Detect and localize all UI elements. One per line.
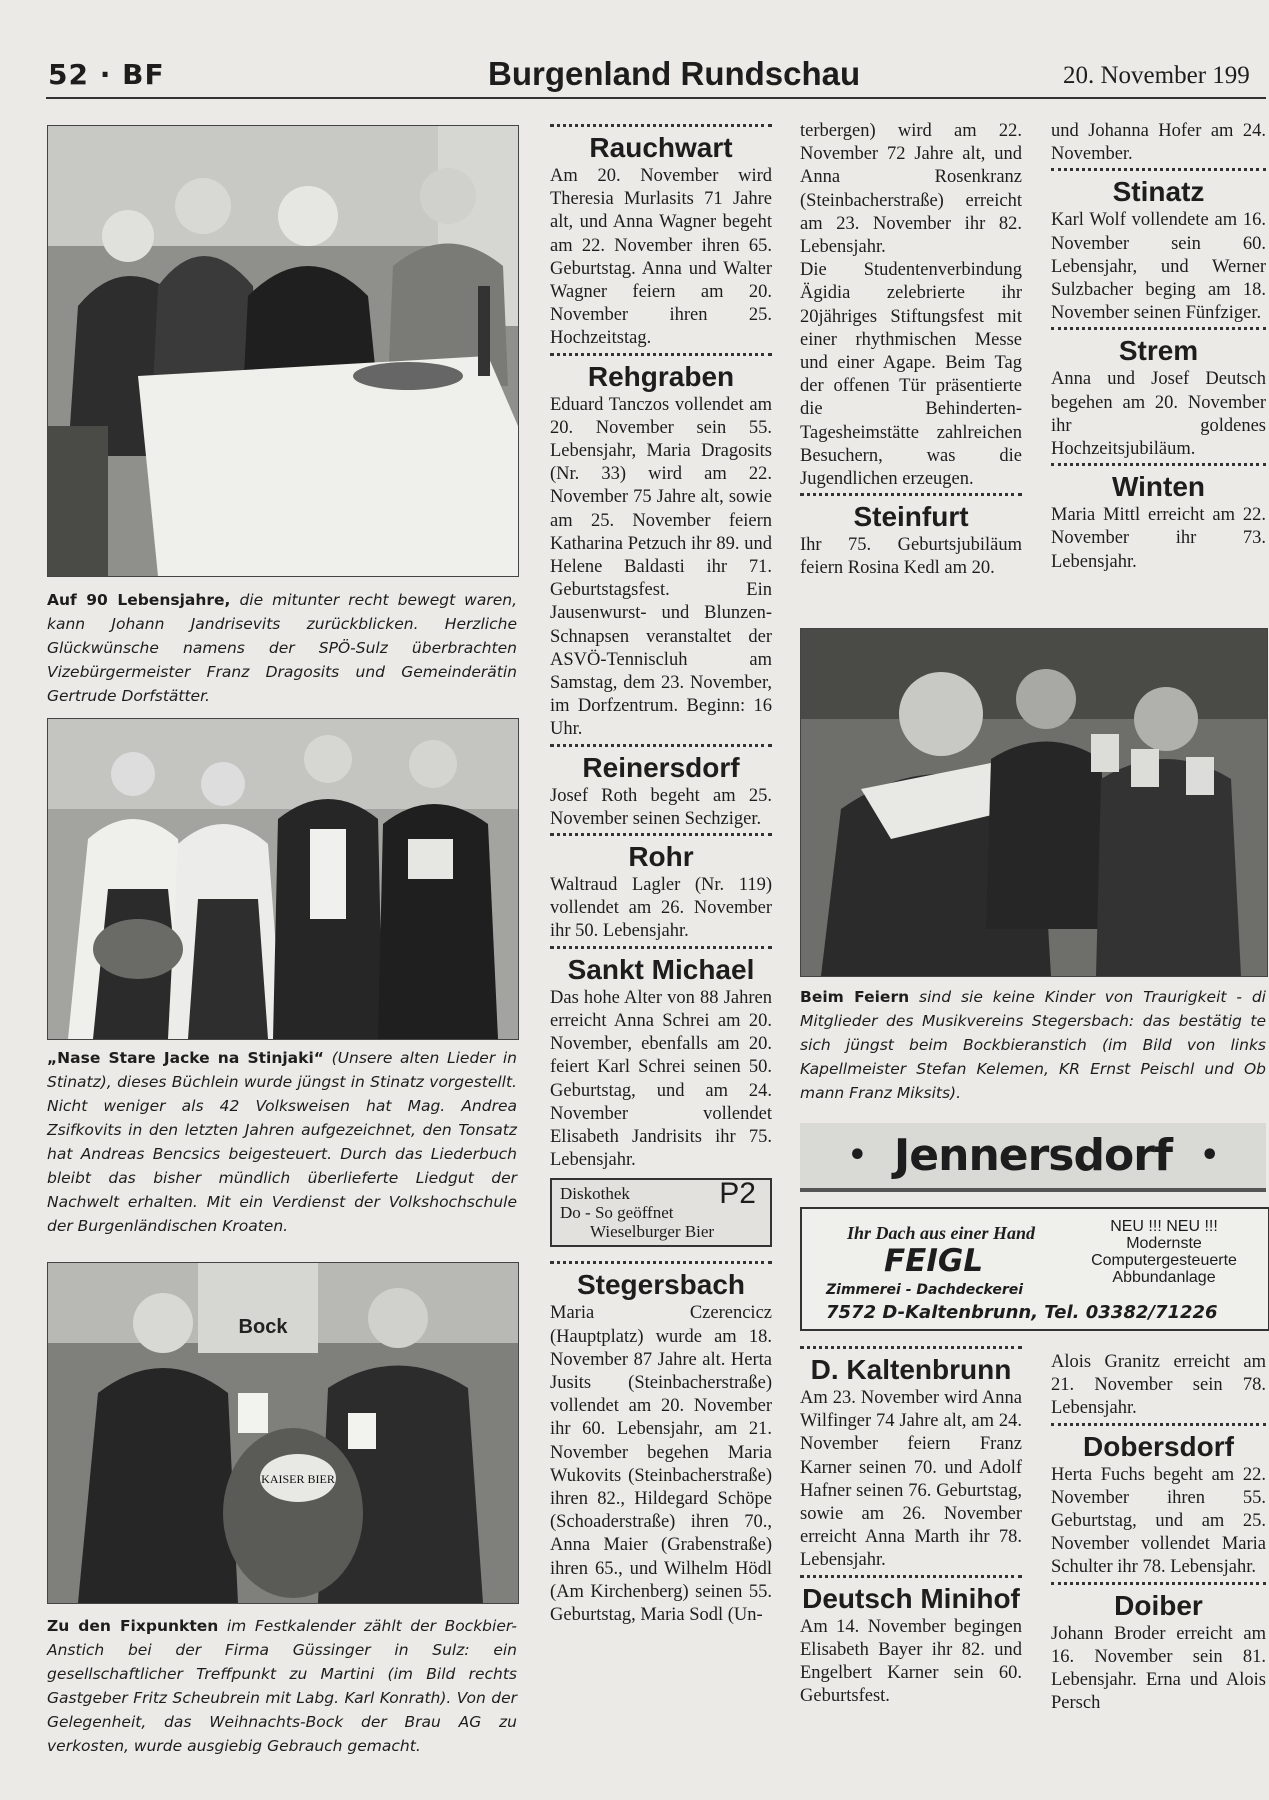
divider [550,124,772,127]
ad-feigl-name: FEIGL [884,1243,984,1279]
photo-bockbier [47,1262,519,1604]
divider [1051,1582,1266,1585]
column-bottom-right [1051,1351,1266,1715]
bullet-icon: • [847,1138,866,1173]
caption-3-lead: Zu den Fixpunkten [47,1617,219,1635]
heading-strem: Strem [1118,335,1199,367]
bullet-icon: • [1200,1138,1219,1173]
keg-label-text: KAISER BIER [261,1472,335,1486]
caption-3-body: im Festkalender zählt der Bockbier-Anstich bei der Firma Güssinger in Sulz: ein gesellschaftlicher Treffpunkt zu Martini (im Bild rechts Gastgeber Fritz Scheubrein mit Labg. Karl Konrath). Von der Gelegenheit, das Weihnachts-Bock der Brau AG zu verkosten, wurde ausgiebig Gebrauch gemacht. [47,1617,517,1755]
caption-4-lead: Beim Feiern [800,988,910,1006]
column-3 [800,120,1022,581]
text-rehgraben: Eduard Tanczos vollendet am 20. November sein 55. Lebensjahr, Maria Dragosits (Nr. 33) wird am 22. November 75 Jahre alt, sowie am 25. November feiern Katharina Petzuch ihr 89. und Helene Baldasti ihr 71. Geburtstagsfest. Ein Jausenwurst- und Blunzen-Schnapsen veranstaltet der ASVÖ-Tenniscluh am Samstag, dem 23. November, im Dorfzentrum. Beginn: 16 Uhr. [550,394,772,740]
masthead: Burgenland Rundschau [488,55,861,92]
text-doiber: Johann Broder erreicht am 16. November sein 81. Lebensjahr. Erna und Alois Persch [1051,1623,1266,1714]
heading-doiber: Doiber [1114,1589,1203,1621]
divider [1051,168,1266,171]
caption-2-body: (Unsere alten Lieder in Stinatz), dieses Büchlein wurde jüngst in Stinatz vorgestellt. Nicht weniger als 42 Volksweisen hat Mag. Andrea Zsifkovits in den letzten Jahren aufgezeichnet, den Tonsatz hat Andreas Bencsics beigesteuert. Durch das Liederbuch bleibt das bisher mündlich überlieferte Liedgut der Nachwelt erhalten. Mit ein Verdienst der Volkshochschule der Burgenländischen Kroaten. [47,1049,517,1235]
ad-feigl-trade: Zimmerei - Dachdeckerei [826,1282,1024,1298]
ad-diskothek-mark: P2 [719,1177,756,1211]
divider [1051,327,1266,330]
text-kaltenbrunn: Am 23. November wird Anna Wilfinger 74 Jahre alt, am 24. November feiern Franz Karner seinen 70. und Adolf Hafner seinen 76. Geburtstag, sowie am 26. November erreicht Anna Marth ihr 78. Lebensjahr. [800,1388,1022,1571]
text-winten: Maria Mittl erreicht am 22. November ihr 73. Lebensjahr. [1051,505,1266,572]
ad-feigl-neu: Computergesteuerte [1091,1252,1237,1269]
page-folio: 52 · BF [48,58,165,91]
ad-feigl-neu: NEU !!! NEU !!! [1110,1218,1218,1235]
column-2 [550,122,772,1627]
header-rule [46,97,1266,99]
divider [550,833,772,836]
heading-winten: Winten [1111,471,1206,503]
caption-1-lead: Auf 90 Lebensjahre, [47,591,231,609]
divider [1051,463,1266,466]
divider [550,1261,772,1264]
caption-4 [800,985,1266,1105]
ad-diskothek-line1: Diskothek [560,1184,630,1204]
ad-feigl-slogan: Ihr Dach aus einer Hand [847,1223,1036,1243]
column-bottom-left [800,1344,1022,1708]
text-rohr: Waltraud Lagler (Nr. 119) vollendet am 26. November ihr 50. Lebensjahr. [550,875,772,942]
heading-rauchwart: Rauchwart [589,132,733,163]
ad-diskothek-line3: Wieselburger Bier [590,1222,715,1242]
divider [550,353,772,356]
text-deutsch-minihof: Am 14. November begingen Elisabeth Bayer ihr 82. und Engelbert Karner sein 60. Geburtsfest. [800,1616,1022,1707]
divider [800,1575,1022,1578]
text-strem: Anna und Josef Deutsch begehen am 20. November ihr goldenes Hochzeitsjubiläum. [1051,369,1266,460]
heading-kaltenbrunn: D. Kaltenbrunn [810,1354,1012,1385]
text-aegidia: Die Studentenverbindung Ägidia zelebrierte ihr 20jähriges Stiftungsfest mit einer rhythmischen Messe und einer Agape. Beim Tag der offenen Tür präsentierte die Behinderten-Tagesheimstätte zahlreichen Besuchern, was die Jugendlichen erzeugen. [800,260,1022,490]
text-steinfurt: Ihr 75. Geburtsjubiläum feiern Rosina Kedl am 20. [800,535,1022,579]
heading-stinatz: Stinatz [1112,176,1205,208]
text-granitz: Alois Granitz erreicht am 21. November sein 78. Lebensjahr. [1051,1352,1266,1419]
ad-feigl-address: 7572 D-Kaltenbrunn, Tel. 03382/71226 [826,1302,1218,1323]
caption-1 [47,588,517,708]
caption-2 [47,1046,517,1238]
divider [550,744,772,747]
text-reinersdorf: Josef Roth begeht am 25. November seinen Sechziger. [550,785,772,829]
divider [800,493,1022,496]
heading-sankt-michael: Sankt Michael [567,953,755,985]
heading-reinersdorf: Reinersdorf [582,751,740,783]
issue-date: 20. November 199 [1063,62,1250,89]
caption-2-lead: „Nase Stare Jacke na Stinjaki“ [47,1049,324,1067]
ad-diskothek [550,1178,772,1247]
photo-birthday-table [47,125,519,577]
photo-musikverein [800,628,1268,977]
text-stinatz: Karl Wolf vollendete am 16. November sein 60. Lebensjahr, und Werner Sulzbacher beging am 18. November seinen Fünfziger. [1051,210,1266,324]
text-dobersdorf: Herta Fuchs begeht am 22. November ihren 55. Geburtstag, und am 25. November vollendet Maria Schulter ihr 78. Lebensjahr. [1051,1464,1266,1578]
heading-dobersdorf: Dobersdorf [1083,1430,1234,1462]
text-rauchwart-cont: terbergen) wird am 22. November 72 Jahre alt, und Anna Rosenkranz (Steinbacherstraße) erreicht am 23. November ihr 82. Lebensjahr. [800,121,1022,258]
section-banner-jennersdorf [800,1123,1266,1192]
photo-songbook [47,718,519,1040]
ad-diskothek-line2: Do - So geöffnet [560,1203,674,1223]
caption-3 [47,1614,517,1758]
heading-steinfurt: Steinfurt [853,501,969,533]
heading-stegersbach: Stegersbach [576,1269,746,1301]
divider [800,1346,1022,1349]
ad-feigl-news [1064,1218,1264,1286]
ad-feigl-neu: Modernste [1126,1235,1202,1252]
text-hofer: und Johanna Hofer am 24. November. [1051,121,1266,165]
text-stegersbach: Maria Czerencicz (Hauptplatz) wurde am 18. November 87 Jahre alt. Herta Jusits (Steinbacherstraße) vollendet am 20. November ihr 60. Lebensjahr, am 21. November begehen Maria Wukovits (Steinbacherstraße) ihren 82., Hildegard Schöpe (Schoaderstraße) ihren 70., Anna Maier (Grabenstraße) ihren 65., und Wilhelm Hödl (Am Kirchenberg) seinen 55. Geburtstag, Maria Sodl (Un- [550,1303,772,1625]
heading-rehgraben: Rehgraben [587,360,735,392]
text-rauchwart: Am 20. November wird Theresia Murlasits 71 Jahre alt, und Anna Wagner begeht am 22. November ihren 65. Geburtstag. Anna und Walter Wagner feiern am 20. November ihren 25. Hochzeitstag. [550,166,772,349]
heading-rohr: Rohr [628,841,694,873]
caption-4-body: sind sie keine Kinder von Traurigkeit - di Mitglieder des Musikvereins Stegersbach: das bestätig te sich jüngst beim Bockbieranstich (im Bild von links Kapellmeister Stefan Kelemen, KR Ernst Peischl und Ob mann Franz Miksits). [800,988,1266,1102]
divider [550,946,772,949]
text-sankt-michael: Das hohe Alter von 88 Jahren erreicht Anna Schrei am 20. November, ebenfalls am 20. feiert Karl Schrei seinen 50. Geburtstag, und am 24. November vollendet Elisabeth Jandrisits ihr 75. Lebensjahr. [550,987,772,1171]
heading-deutsch-minihof: Deutsch Minihof [802,1582,1020,1614]
column-4 [1051,120,1266,574]
banner-title: Jennersdorf [893,1130,1173,1181]
divider [1051,1423,1266,1426]
bock-sign-text: Bock [238,1316,288,1338]
caption-1-body: die mitunter recht bewegt waren, kann Johann Jandrisevits zurückblicken. Herzliche Glückwünsche namens der SPÖ-Sulz überbrachten Vizebürgermeister Franz Dragosits und Gemeinderätin Gertrude Dorfstätter. [47,591,517,705]
ad-feigl [800,1207,1269,1331]
ad-feigl-neu: Abbundanlage [1112,1269,1216,1286]
